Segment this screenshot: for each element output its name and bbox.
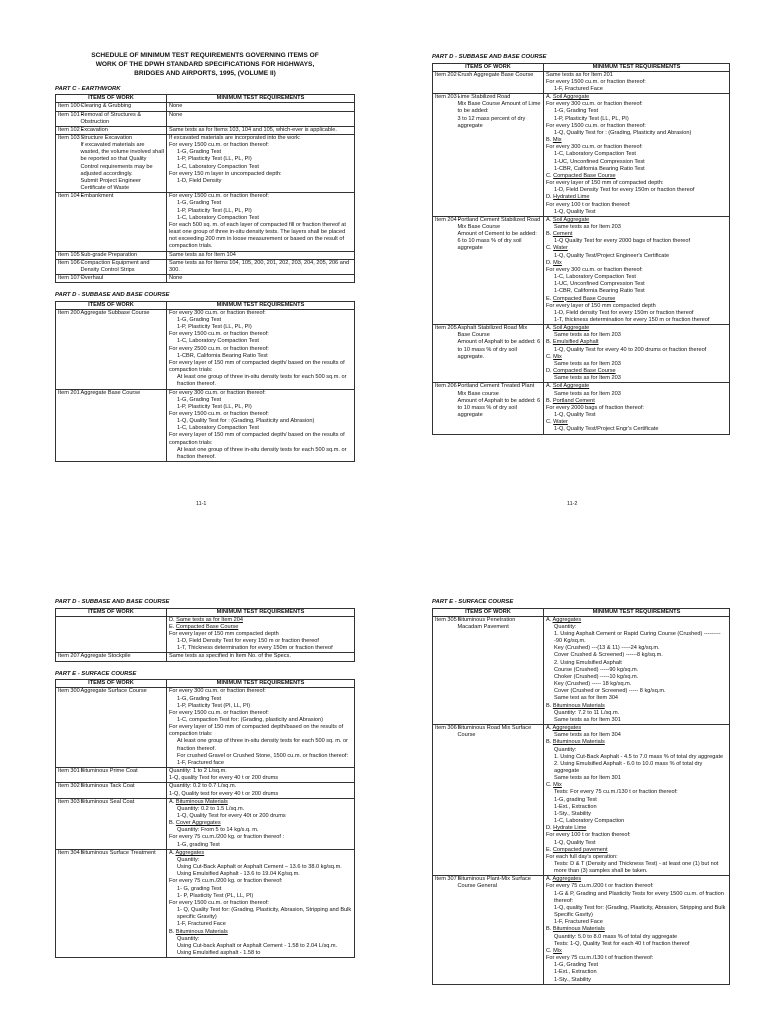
page-11-1 bbox=[55, 52, 355, 462]
test-requirement: A. Bituminous Materials Quantity: 0.2 to 1.5 L/sq.m. 1-Q, Quality Test for every 40t or 200 drums B. Cover Aggregates Quantity: From 5 to 14 kg/s.q. m. For every 75 cu.m./200 kg. or fraction thereof : 1-G, grading Test bbox=[167, 798, 355, 849]
part-heading: PART D - SUBBASE AND BASE COURSE bbox=[55, 292, 170, 299]
item-number: Item 206 - bbox=[433, 383, 456, 434]
table-header-row bbox=[56, 608, 355, 616]
part-heading: PART C - EARTHWORK bbox=[55, 85, 121, 92]
item-number: Item 104 - bbox=[56, 193, 79, 251]
item-of-work: Excavation bbox=[79, 126, 167, 134]
table-header-row bbox=[56, 680, 355, 688]
test-requirement: A. Soil Aggregate For every 300 cu.m. or fraction thereof: 1-G, Grading Test 1-P, Plasticity Test (LL, PL, PI) For every 1500 cu.m. or fraction thereof: 1-Q, Quality Test for : (Grading, Plasticity and Abrasion) B. Mix For every 300 cu.m. or fraction thereof: 1-C, Laboratory Compaction Test 1-UC, Unconfined Compression Test 1-CBR, California Bearing Ratio Test C. Compacted Base Course For every layer of 150 mm of compacted depth: 1-D, Field Density Test for every 150m or fraction thereof D. Hydrated Lime For every 100 t or fraction thereof: 1-Q, Quality Test bbox=[544, 94, 730, 217]
test-requirement: A. Aggregates Quantity: 1. Using Asphalt Cement or Rapid Curing Course (Crushed) ----------90 Kg/sq.m. Key (Crushed) ---(13 & 11) -----24 kg/sq.m. Cover Crushed & Screened) ------8 kg/sq.m. 2. Using Emulsified Asphalt Course (Crushed) -----90 kg/sq.m. Choker (Crushed) -----10 kg/sq.m. Key (Crushed) ----- 18 kg/sq.m. Cover (Crushed or Screened) ----- 8 kg/sq.m. Same test as for Item 304 B. Bituminous Materials Quantity: 7.2 to 11 L/sq.m. Same tests as for Item 301 bbox=[544, 616, 730, 724]
item-of-work: Compaction Equipment and Density Control Strips bbox=[79, 259, 167, 274]
item-of-work: Bituminous Seal Coat bbox=[79, 798, 167, 849]
table-row bbox=[56, 798, 355, 849]
item-number: Item 106 - bbox=[56, 259, 79, 274]
item-of-work: Portland Cement Treated Plant Mix Base course Amount of Asphalt to be added: 6 to 10 mass % of dry soil aggregate bbox=[456, 383, 544, 434]
item-number: Item 303 - bbox=[56, 798, 79, 849]
test-requirement: D. Same tests as for Item 204 E. Compacted Base Course For every layer of 150 mm compacted depth 1-D, Field Density Test for every 150 m or fraction thereof 1-T, Thickness determination for every 150m or fraction thereof bbox=[167, 616, 355, 653]
column-header-requirements: MINIMUM TEST REQUIREMENTS bbox=[167, 95, 355, 103]
test-requirements-table bbox=[55, 301, 355, 462]
column-header-requirements: MINIMUM TEST REQUIREMENTS bbox=[544, 63, 730, 71]
test-requirement: A. Aggregates Same tests as for Item 304 B. Bituminous Materials Quantity: 1. Using Cut-Back Asphalt - 4.5 to 7.0 mass % of total dry aggregate 2. Using Emulsified Asphalt - 6.0 to 10.0 mass % of total dry aggregate Same tests as for Item 301 C. Mix Tests: For every 75 cu.m./130 t or fraction thereof: 1-G, grading Test 1-Ext., Extraction 1-Sty., Stability 1-C, Laboratory Compaction D. Hydrate Lime For every 100 t or fraction thereof: 1-Q, Quality Test E. Compacted pavement For each full day's operation: Tests: D & T (Density and Thickness Test) - at least one (1) but not more than (3) samples shall be taken. bbox=[544, 725, 730, 876]
table-row bbox=[56, 111, 355, 126]
item-of-work: Structure Excavation If excavated materials are wasted, the volume involved shall be reported so that Quality Control requirements may be adjusted accordingly. Submit Project Engineer Certificate of Waste bbox=[79, 135, 167, 193]
table-row bbox=[56, 135, 355, 193]
item-number: Item 207 - bbox=[56, 653, 79, 661]
item-of-work bbox=[79, 616, 167, 653]
column-header-items: ITEMS OF WORK bbox=[433, 608, 544, 616]
test-requirement: None bbox=[167, 111, 355, 126]
item-number: Item 100 - bbox=[56, 103, 79, 111]
table-header-row bbox=[56, 95, 355, 103]
item-of-work: Sub-grade Preparation bbox=[79, 251, 167, 259]
table-row bbox=[433, 325, 730, 383]
table-row bbox=[433, 94, 730, 217]
test-requirement: For every 300 cu.m. or fraction thereof: 1-G, Grading Test 1-P, Plasticity Test (LL, PL, PI) For every 1500 cu.m. or fraction thereof: 1-C, Laboratory Compaction Test For every 2500 cu.m. or fraction thereof: 1-CBR, California Bearing Ratio Test For every layer of 150 mm of compacted depth/ based on the results of compaction trials: At least one group of three in-situ density tests for each 500 sq.m. or fraction thereof. bbox=[167, 309, 355, 389]
table-row bbox=[56, 274, 355, 282]
page-number: 11-1 bbox=[196, 501, 207, 507]
item-of-work: Removal of Structures & Obstruction bbox=[79, 111, 167, 126]
item-of-work: Aggregate Base Course bbox=[79, 389, 167, 462]
test-requirement: Quantity: 0.2 to 0.7 L/sq.m. 1-Q, Quality test for every 40 t or 200 drums bbox=[167, 783, 355, 798]
column-header-requirements: MINIMUM TEST REQUIREMENTS bbox=[544, 608, 730, 616]
item-of-work: Bituminous Plant-Mix Surface Course General bbox=[456, 876, 544, 984]
table-row bbox=[56, 616, 355, 653]
item-number: Item 307 - bbox=[433, 876, 456, 984]
column-header-items: ITEMS OF WORK bbox=[433, 63, 544, 71]
part-heading: PART D - SUBBASE AND BASE COURSE bbox=[55, 599, 170, 605]
test-requirement: A. Soil Aggregate Same tests as for Item 203 B. Emulsified Asphalt 1-Q, Quality Test for every 40 to 200 drums or fraction thereof C. Mix Same tests as for Item 203 D. Compacted Base Course Same tests as for Item 203 bbox=[544, 325, 730, 383]
table-row bbox=[56, 126, 355, 134]
item-number: Item 304 - bbox=[56, 849, 79, 957]
test-requirements-table bbox=[55, 608, 355, 662]
item-number: Item 205 - bbox=[433, 325, 456, 383]
item-of-work: Aggregate Stockpile bbox=[79, 653, 167, 661]
item-of-work: Lime Stabilized Road Mix Base Course Amount of Lime to be added: 3 to 12 mass percent of dry aggregate bbox=[456, 94, 544, 217]
table-row bbox=[56, 849, 355, 957]
item-number: Item 107 - bbox=[56, 274, 79, 282]
test-requirement: A. Soil Aggregate Same tests as for Item 203 B. Cement 1-Q Quality Test for every 2000 bags of fraction thereof C. Water 1-Q, Quality Test/Project Engineer's Certificate D. Mix For every 300 cu.m. or fraction thereof: 1-C, Laboratory Compaction Test 1-UC, Unconfined Compression Test 1-CBR, California Bearing Ratio Test E. Compacted Base Course For every layer of 150 mm compacted depth 1-D, Field density Test for every 150m or fraction thereof 1-T, thickness determination for every 150 m or fraction thereof bbox=[544, 216, 730, 324]
item-number: Item 306 - bbox=[433, 725, 456, 876]
table-header-row bbox=[433, 608, 730, 616]
table-row bbox=[433, 383, 730, 434]
test-requirements-table bbox=[432, 608, 730, 985]
table-row bbox=[433, 616, 730, 724]
column-header-items: ITEMS OF WORK bbox=[56, 301, 167, 309]
test-requirement: For every 300 cu.m. or fraction thereof: 1-G, Grading Test 1-P, Plasticity Test (PI, LL, PI) For every 1500 cu.m. or fraction thereof: 1-C, compaction Test for: (Grading, plasticity and Abrasion) For every layer of 150 mm of compacted depth/based on the results of compaction trials: At least one group of three in-situ density tests for each 500 sq. m. or fraction thereof. For crushed Gravel or Crushed Stone, 1500 cu.m. or fraction thereof: 1-F, Fractured face bbox=[167, 688, 355, 768]
item-of-work: Embankment bbox=[79, 193, 167, 251]
page-11-4 bbox=[432, 597, 730, 985]
test-requirement: None bbox=[167, 274, 355, 282]
item-of-work: Bituminous Tack Coat bbox=[79, 783, 167, 798]
item-number: Item 203 - bbox=[433, 94, 456, 217]
table-row bbox=[56, 688, 355, 768]
item-number: Item 301 - bbox=[56, 768, 79, 783]
table-row bbox=[433, 216, 730, 324]
item-number: Item 103 - bbox=[56, 135, 79, 193]
item-number: Item 101 - bbox=[56, 111, 79, 126]
item-of-work: Crush Aggregate Base Course bbox=[456, 71, 544, 93]
table-row bbox=[56, 768, 355, 783]
page-11-2 bbox=[432, 52, 730, 435]
test-requirement: A. Aggregates For every 75 cu.m./200 t or fraction thereof: 1-G & P, Grading and Plasticity Tests for every 1500 cu.m. of fraction thereof: 1-Q, quality Test for: (Grading, Plasticity, Abrasion, Stripping and Bulk Specific Gavity) 1-F, Fractured Face B. Bituminous Materials Quantity: 5.0 to 8.0 mass % of total dry aggregate Tests: 1-Q, Quality Test for each 40 t of fraction thereof C. Mix For every 75 cu.m./130 t of fraction thereof: 1-G, Grading Test 1-Ext., Extraction 1-Sty., Stability bbox=[544, 876, 730, 984]
test-requirement: Same tests as for Item 201 For every 1500 cu.m. or fraction thereof: 1-F, Fractured Face bbox=[544, 71, 730, 93]
test-requirement: Same tests as specified in Item No. of the Specs. bbox=[167, 653, 355, 661]
table-row bbox=[433, 876, 730, 984]
item-number: Item 105 - bbox=[56, 251, 79, 259]
column-header-requirements: MINIMUM TEST REQUIREMENTS bbox=[167, 301, 355, 309]
column-header-items: ITEMS OF WORK bbox=[56, 680, 167, 688]
item-of-work: Overhaul bbox=[79, 274, 167, 282]
test-requirements-table bbox=[432, 63, 730, 435]
table-row bbox=[56, 251, 355, 259]
table-row bbox=[56, 103, 355, 111]
item-number bbox=[56, 616, 79, 653]
test-requirement: For every 300 cu.m. or fraction thereof: 1-G, Grading Test 1-P, Plasticity Test (LL, PL, PI) For every 1500 cu.m. or fraction thereof: 1-Q, Quality Test for : (Grading, Plasticity and Abrasion) 1-C, Laboratory Compaction Test For every layer of 150 mm of compacted depth/ based on the results of compaction trials: At least one group of three in-situ density tests for each 500 sq.m. or fraction thereof. bbox=[167, 389, 355, 462]
item-of-work: Bituminous Road Mix Surface Course bbox=[456, 725, 544, 876]
item-of-work: Portland Cement Stabilized Road Mix Base Course Amount of Cement to be added: 6 to 10 mass % of dry soil aggregate bbox=[456, 216, 544, 324]
item-number: Item 102 - bbox=[56, 126, 79, 134]
document-title: SCHEDULE OF MINIMUM TEST REQUIREMENTS GOVERNING ITEMS OF WORK OF THE DPWH STANDARD SPECIFICATIONS FOR HIGHWAYS, BRIDGES AND AIRPORTS, 1995, (VOLUME II) bbox=[91, 52, 319, 77]
item-number: Item 302 - bbox=[56, 783, 79, 798]
item-of-work: Bituminous Prime Coat bbox=[79, 768, 167, 783]
test-requirement: A. Aggregates Quantity: Using Cut-Back Asphalt or Asphalt Cement – 13.6 to 38.0 kg/sq.m. Using Emulsified Asphalt - 13.6 to 19.04 Kg/sq.m. For every 75 cu.m./200 kg. or fraction thereof: 1- G, grading Test 1- P, Plasticity Test (PL, LL, PI) For every 1500 cu.m. or fraction thereof: 1- Q, Quality Test for: (Grading, Plasticity, Abrasion, Stripping and Bulk specific Gravity) 1-F, Fractured Face B. Bituminous Materials Quantity: Using Cut-back Asphalt or Asphalt Cement - 1.58 to 2.04 L/sq.m. Using Emulsified asphalt - 1.58 to bbox=[167, 849, 355, 957]
part-heading: PART D - SUBBASE AND BASE COURSE bbox=[432, 54, 547, 60]
test-requirement: None bbox=[167, 103, 355, 111]
page-11-3 bbox=[55, 597, 355, 958]
table-row bbox=[56, 193, 355, 251]
test-requirement: Same tests as for Items 103, 104 and 105, which-ever is applicable. bbox=[167, 126, 355, 134]
test-requirement: For every 1500 cu.m. or fraction thereof: 1-G, Grading Test 1-P, Plasticity Test (LL, PL, PI) 1-C, Laboratory Compaction Test For each 500 sq. m. of each layer of compacted fill or fraction thereof at least one group of three in-situ density tests. The layers shall be placed not exceeding 200 mm in loose measurement or based on the result of compaction trials. bbox=[167, 193, 355, 251]
table-row bbox=[56, 259, 355, 274]
item-number: Item 305 - bbox=[433, 616, 456, 724]
item-number: Item 300 - bbox=[56, 688, 79, 768]
column-header-items: ITEMS OF WORK bbox=[56, 608, 167, 616]
item-number: Item 202 - bbox=[433, 71, 456, 93]
table-row bbox=[56, 309, 355, 389]
item-number: Item 200 - bbox=[56, 309, 79, 389]
item-number: Item 201 - bbox=[56, 389, 79, 462]
page-sections bbox=[55, 86, 355, 462]
test-requirements-table bbox=[55, 679, 355, 958]
table-row bbox=[56, 389, 355, 462]
item-of-work: Aggregate Subbase Course bbox=[79, 309, 167, 389]
item-of-work: Asphalt Stabilized Road Mix Base Course Amount of Asphalt to be added: 6 to 10 mass % of dry soil aggregate. bbox=[456, 325, 544, 383]
page-sections bbox=[432, 54, 730, 435]
page-sections bbox=[432, 599, 730, 985]
test-requirement: If excavated materials are incorporated into the work: For every 1500 cu.m. or fraction thereof: 1-G, Grading Test 1-P, Plasticity Test (LL, PL, PI) 1-C, Laboratory Compaction Test For every 150 m layer in uncompacted depth: 1-D, Field Density bbox=[167, 135, 355, 193]
test-requirement: Same tests as for Item 104 bbox=[167, 251, 355, 259]
test-requirement: Same tests as for Items 104, 105, 200, 201, 202, 203, 204, 205, 206 and 300. bbox=[167, 259, 355, 274]
table-header-row bbox=[56, 301, 355, 309]
table-row bbox=[56, 783, 355, 798]
column-header-items: ITEMS OF WORK bbox=[56, 95, 167, 103]
test-requirement: Quantity: 1 to 2 L/sq.m. 1-Q, quality Test for every 40 t or 200 drums bbox=[167, 768, 355, 783]
page-number: 11-2 bbox=[567, 501, 578, 507]
table-row bbox=[56, 653, 355, 661]
item-of-work: Aggregate Surface Course bbox=[79, 688, 167, 768]
table-row bbox=[433, 725, 730, 876]
column-header-requirements: MINIMUM TEST REQUIREMENTS bbox=[167, 680, 355, 688]
test-requirements-table bbox=[55, 94, 355, 283]
table-header-row bbox=[433, 63, 730, 71]
item-of-work: Bituminous Surface Treatment bbox=[79, 849, 167, 957]
column-header-requirements: MINIMUM TEST REQUIREMENTS bbox=[167, 608, 355, 616]
item-of-work: Clearing & Grubbing bbox=[79, 103, 167, 111]
item-of-work: Bituminous Penetration Macadam Pavement bbox=[456, 616, 544, 724]
item-number: Item 204 - bbox=[433, 216, 456, 324]
page-sections bbox=[55, 599, 355, 958]
part-heading: PART E - SURFACE COURSE bbox=[432, 599, 514, 605]
test-requirement: A. Soil Aggregate Same tests as for Item 203 B. Portland Cement For every 2000 bags of fraction thereof: 1-Q, Quality Test C. Water 1-Q, Quality Test/Project Engr's Certificate bbox=[544, 383, 730, 434]
table-row bbox=[433, 71, 730, 93]
part-heading: PART E - SURFACE COURSE bbox=[55, 670, 137, 677]
